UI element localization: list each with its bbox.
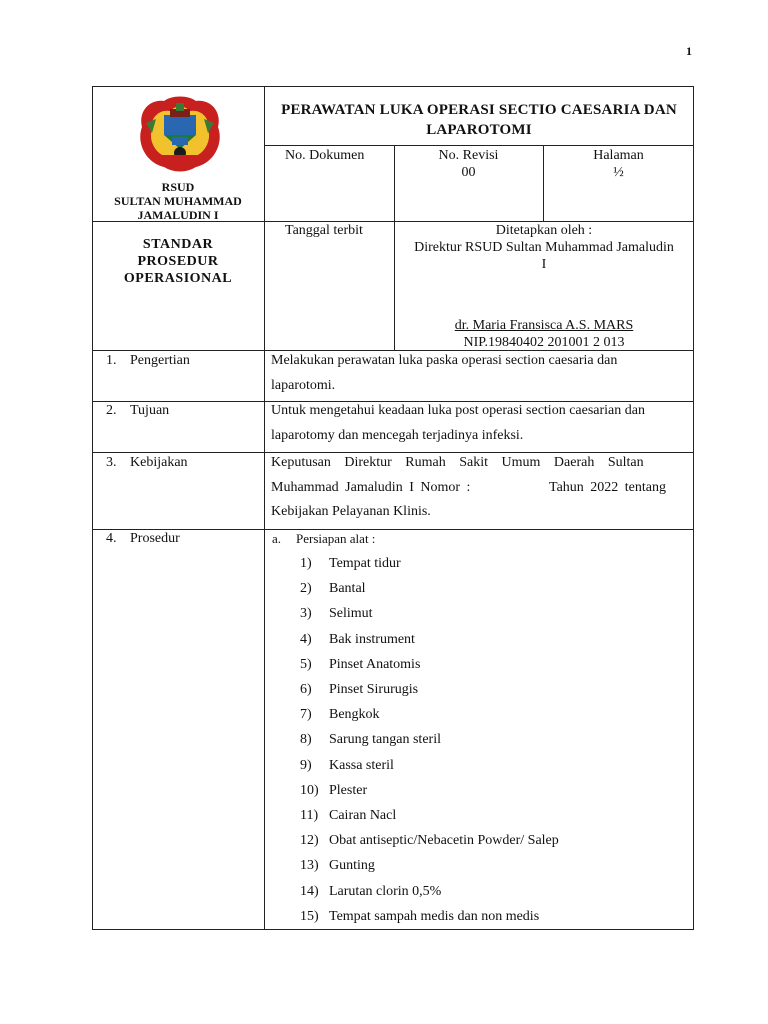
page-number: 1 [686, 44, 692, 58]
hospital-logo [134, 93, 226, 173]
list-item-text: Gunting [329, 858, 375, 874]
list-item-number: 4) [300, 631, 312, 647]
list-item-number: 8) [300, 732, 312, 748]
list-item [300, 606, 373, 622]
list-item-text: Cairan Nacl [329, 808, 397, 823]
list-item-text: Tempat tidur [329, 556, 401, 571]
sub-title: Persiapan alat : [296, 531, 376, 546]
list-item-number: 11) [300, 808, 319, 823]
hospital-name-line-3: JAMALUDIN I [137, 208, 219, 222]
list-item-text: Larutan clorin 0,5% [329, 883, 442, 899]
list-item-number: 15) [300, 908, 319, 924]
list-item [300, 758, 394, 774]
tanggal-terbit-label: Tanggal terbit [285, 223, 363, 238]
list-item-number: 1) [300, 556, 312, 571]
section-number: 3. [106, 455, 117, 470]
list-item-text: Plester [329, 782, 368, 798]
sop-line-1: STANDAR [142, 237, 214, 252]
list-item [300, 808, 396, 824]
list-item [300, 632, 415, 648]
row-divider [264, 145, 694, 146]
list-item-number: 7) [300, 707, 312, 723]
row-divider [92, 529, 694, 530]
section-label: Pengertian [130, 353, 190, 368]
hospital-name-line-1: RSUD [161, 180, 195, 194]
pengertian-line-1: Melakukan perawatan luka paska operasi section caesaria dan [271, 353, 618, 368]
prosedur-subheading [272, 531, 375, 547]
sop-line-3: OPERASIONAL [123, 271, 233, 286]
section-prosedur-heading [106, 531, 180, 547]
section-label: Prosedur [130, 531, 180, 546]
pengertian-line-2: laparotomi. [271, 378, 336, 393]
list-item-text: Kassa steril [329, 757, 394, 773]
list-item [300, 556, 401, 572]
kebijakan-line-2b: Tahun 2022 tentang [549, 480, 666, 495]
list-item [300, 783, 367, 799]
ditetapkan-line-1: Direktur RSUD Sultan Muhammad Jamaludin [414, 240, 674, 255]
list-item-number: 3) [300, 606, 312, 622]
title-line-1: PERAWATAN LUKA OPERASI SECTIO CAESARIA DAN [281, 102, 677, 118]
no-revisi-value: 00 [461, 165, 476, 180]
signatory-name: dr. Maria Fransisca A.S. MARS [454, 318, 634, 333]
list-item [300, 884, 441, 900]
list-item-text: Bengkok [329, 707, 380, 723]
list-item-text: Obat antiseptic/Nebacetin Powder/ Salep [329, 833, 559, 849]
list-item [300, 909, 539, 925]
list-item-number: 12) [300, 833, 319, 849]
list-item-number: 10) [300, 782, 319, 798]
section-number: 2. [106, 403, 117, 418]
section-number: 4. [106, 531, 117, 546]
section-pengertian-heading [106, 353, 190, 369]
signatory-nip: NIP.19840402 201001 2 013 [463, 335, 625, 350]
row-divider [92, 401, 694, 402]
section-tujuan-heading [106, 403, 169, 419]
sub-letter: a. [272, 531, 282, 546]
kebijakan-line-2a: Muhammad Jamaludin I Nomor : [271, 480, 471, 495]
list-item [300, 581, 366, 597]
list-item-number: 5) [300, 656, 312, 672]
list-item [300, 707, 380, 723]
halaman-label: Halaman [593, 148, 644, 163]
document-title [264, 100, 694, 140]
list-item [300, 657, 420, 673]
ditetapkan-line-2: I [541, 257, 547, 272]
row-divider [92, 452, 694, 453]
list-item-text: Tempat sampah medis dan non medis [329, 908, 540, 924]
column-divider [264, 86, 265, 930]
list-item [300, 833, 559, 849]
section-label: Tujuan [130, 403, 170, 418]
list-item [300, 732, 441, 748]
hospital-name-line-2: SULTAN MUHAMMAD [114, 194, 242, 208]
list-item-text: Sarung tangan steril [329, 732, 441, 748]
list-item-text: Pinset Sirurugis [329, 682, 419, 697]
kebijakan-line-3: Kebijakan Pelayanan Klinis. [271, 504, 431, 519]
halaman-value: ½ [613, 165, 624, 180]
section-kebijakan-heading [106, 455, 188, 471]
list-item [300, 682, 418, 698]
section-number: 1. [106, 353, 117, 368]
list-item-number: 14) [300, 883, 319, 899]
list-item-text: Pinset Anatomis [329, 656, 421, 672]
list-item-text: Bantal [329, 581, 366, 597]
kebijakan-line-1: Keputusan Direktur Rumah Sakit Umum Daerah Sultan [271, 455, 644, 470]
list-item [300, 858, 375, 874]
list-item-text: Selimut [329, 606, 373, 622]
title-line-2: LAPAROTOMI [426, 122, 532, 138]
no-dokumen-label: No. Dokumen [285, 148, 365, 163]
section-label: Kebijakan [130, 455, 188, 470]
tujuan-line-1: Untuk mengetahui keadaan luka post operasi section caesarian dan [271, 403, 645, 418]
sop-label [92, 236, 264, 287]
no-revisi-label: No. Revisi [438, 148, 499, 163]
list-item-text: Bak instrument [329, 631, 415, 647]
list-item-number: 13) [300, 858, 319, 874]
ditetapkan-label: Ditetapkan oleh : [495, 223, 593, 238]
list-item-number: 6) [300, 682, 312, 697]
list-item-number: 9) [300, 757, 312, 773]
sop-line-2: PROSEDUR [137, 254, 219, 269]
tujuan-line-2: laparotomy dan mencegah terjadinya infeksi. [271, 428, 524, 443]
list-item-number: 2) [300, 581, 312, 597]
